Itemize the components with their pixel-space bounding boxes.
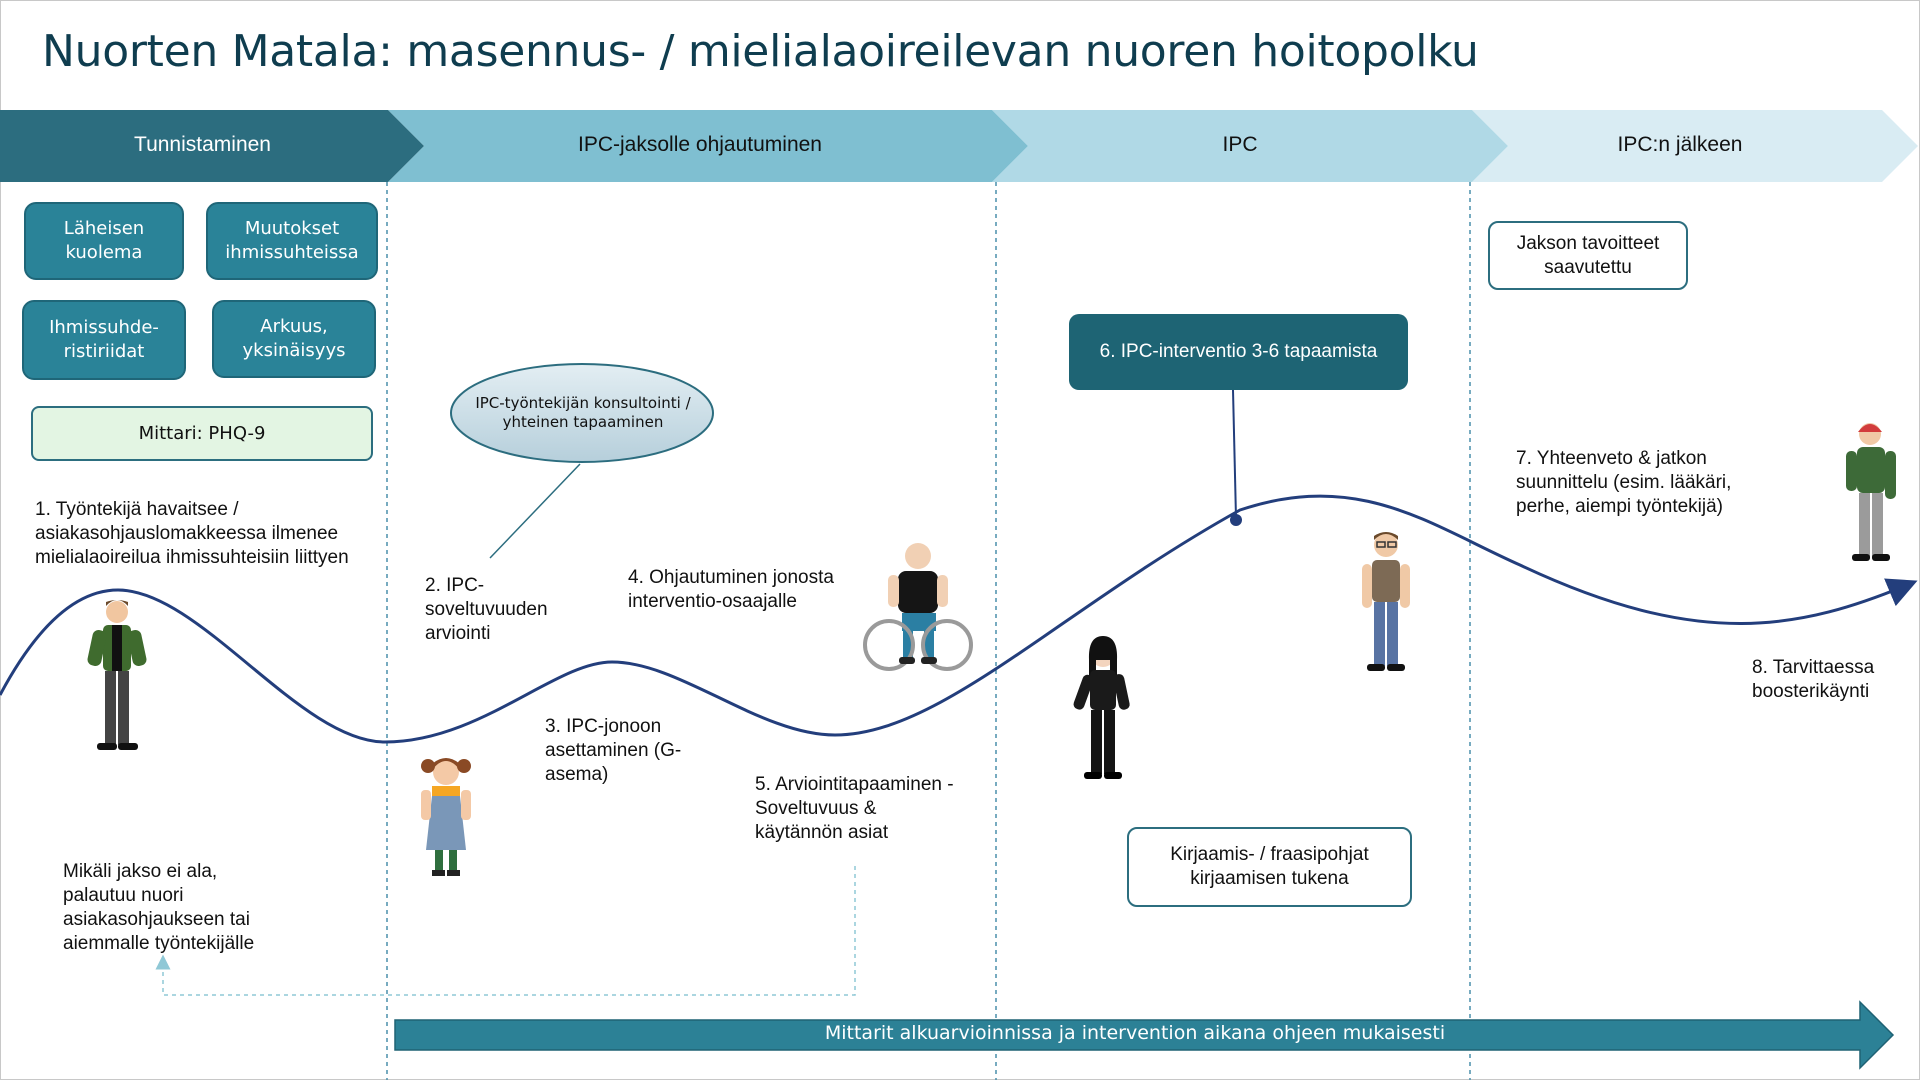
- page-title: Nuorten Matala: masennus- / mielialaoireilevan nuoren hoitopolku: [42, 26, 1479, 77]
- phase-label-ipc: IPC: [1222, 133, 1258, 156]
- mittari-phq9: Mittari: PHQ-9: [31, 406, 373, 461]
- bubble-pointer: [490, 464, 580, 558]
- person-wheelchair-icon: [865, 543, 971, 669]
- step-3-text: 3. IPC-jonoon asettaminen (G-asema): [545, 716, 682, 785]
- phase-label-ohjautuminen: IPC-jaksolle ohjautuminen: [578, 133, 822, 156]
- step-8-text: 8. Tarvittaessa boosterikäynti: [1752, 657, 1875, 702]
- phase-label-ipc-jalkeen: IPC:n jälkeen: [1617, 133, 1743, 156]
- step-4-text: 4. Ohjautuminen jonosta interventio-osaajalle: [628, 567, 834, 612]
- phase-label-tunnistaminen: Tunnistaminen: [134, 133, 271, 156]
- step-7-text: 7. Yhteenveto & jatkon suunnittelu (esim. lääkäri, perhe, aiempi työntekijä): [1516, 448, 1732, 517]
- person-man-green-icon: [86, 600, 147, 750]
- step-1-text: 1. Työntekijä havaitsee / asiakasohjauslomakkeessa ilmenee mielialaoireilua ihmissuhteisiin liittyen: [35, 499, 349, 568]
- bottom-banner-text: Mittarit alkuarvioinnissa ja intervention aikana ohjeen mukaisesti: [824, 1022, 1446, 1044]
- goals-achieved-box: Jakson tavoitteet saavutettu: [1488, 221, 1688, 290]
- step-2-text: 2. IPC-soveltuvuuden arviointi: [425, 575, 548, 644]
- kirjaamis-box: Kirjaamis- / fraasipohjat kirjaamisen tukena: [1127, 827, 1412, 907]
- person-boy-cap-icon: [1846, 423, 1896, 561]
- fallback-note: Mikäli jakso ei ala, palautuu nuori asiakasohjaukseen tai aiemmalle työntekijälle: [63, 861, 255, 954]
- intervention-connector: [1233, 390, 1236, 518]
- trigger-arkuus: Arkuus, yksinäisyys: [212, 300, 376, 378]
- trigger-ristiriidat: Ihmissuhde-ristiriidat: [22, 300, 186, 380]
- trigger-muutokset-ihmissuhteissa: Muutokset ihmissuhteissa: [206, 202, 378, 280]
- intervention-box: 6. IPC-interventio 3-6 tapaamista: [1069, 314, 1408, 390]
- consultation-text: IPC-työntekijän konsultointi / yhteinen tapaaminen: [475, 394, 691, 431]
- person-girl-icon: [421, 758, 471, 876]
- intervention-point: [1230, 514, 1242, 526]
- person-man-glasses-icon: [1362, 532, 1410, 671]
- trigger-laheisen-kuolema: Läheisen kuolema: [24, 202, 184, 280]
- step-5-text: 5. Arviointitapaaminen - Soveltuvuus & käytännön asiat: [755, 774, 954, 843]
- person-woman-black-icon: [1072, 636, 1130, 779]
